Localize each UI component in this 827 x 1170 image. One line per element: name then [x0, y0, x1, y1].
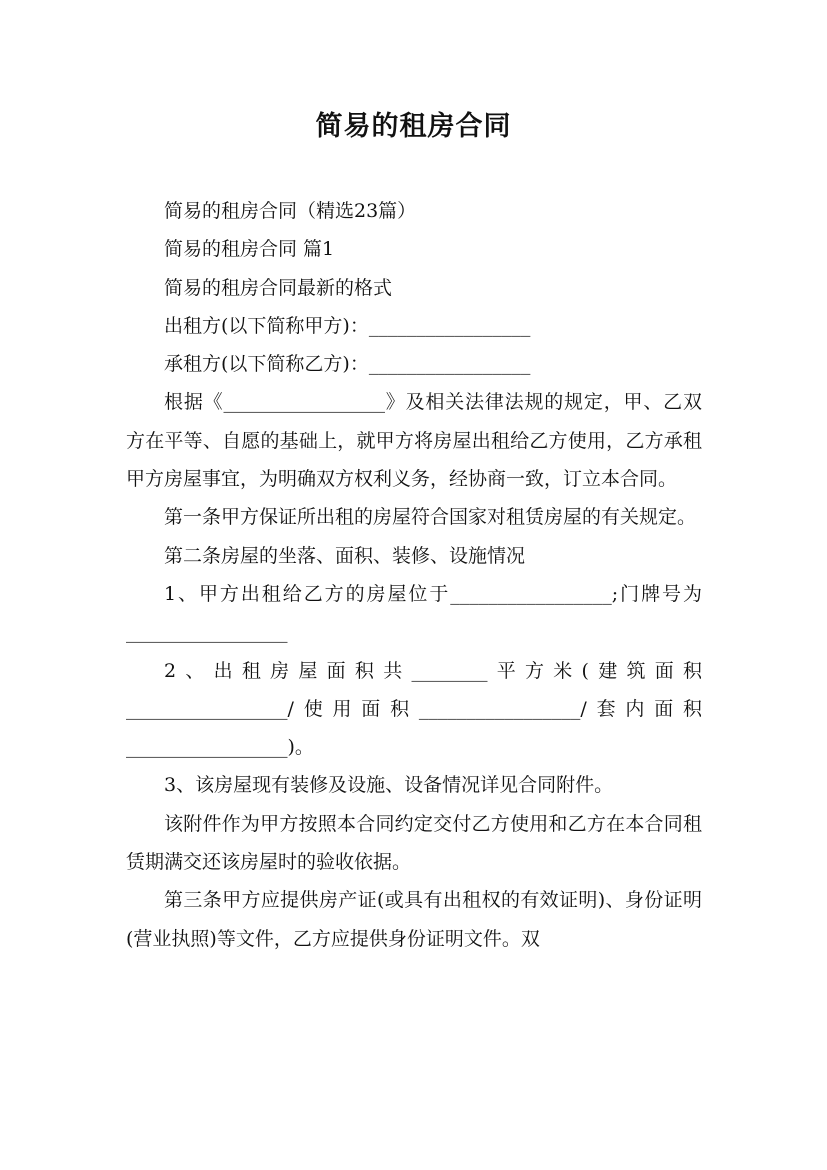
paragraph-format-heading: 简易的租房合同最新的格式	[164, 276, 393, 299]
paragraph-section-heading: 简易的租房合同 篇1	[164, 238, 335, 261]
paragraph-article-2-heading: 第二条房屋的坐落、面积、装修、设施情况	[164, 544, 526, 567]
paragraph-article-2-item-3: 3、该房屋现有装修及设施、设备情况详见合同附件。	[164, 774, 614, 797]
paragraph-subtitle: 简易的租房合同（精选23篇）	[164, 200, 417, 222]
document-body	[126, 192, 702, 958]
paragraph-appendix-note: 该附件作为甲方按照本合同约定交付乙方使用和乙方在本合同租赁期满交还该房屋时的验收依据。	[126, 812, 702, 874]
paragraph-preamble: 根据《_________________》及相关法律法规的规定，甲、乙双方在平等、自愿的基础上，就甲方将房屋出租给乙方使用，乙方承租甲方房屋事宜，为明确双方权利义务，经协商一致，订立本合同。	[126, 391, 702, 491]
paragraph-lessee: 承租方(以下简称乙方)：_________________	[164, 353, 531, 376]
document-title: 简易的租房合同	[315, 111, 512, 142]
paragraph-article-2-item-2: 2、出租房屋面积共________平方米(建筑面积_________________/使用面积_________________/套内面积_________________)。	[126, 659, 702, 759]
paragraph-article-2-item-1: 1、甲方出租给乙方的房屋位于_________________;门牌号为_________________	[126, 582, 702, 644]
paragraph-lessor: 出租方(以下简称甲方)：_________________	[164, 314, 531, 337]
paragraph-article-1: 第一条甲方保证所出租的房屋符合国家对租赁房屋的有关规定。	[164, 506, 697, 529]
paragraph-article-3: 第三条甲方应提供房产证(或具有出租权的有效证明)、身份证明(营业执照)等文件，乙方应提供身份证明文件。双	[126, 889, 702, 950]
